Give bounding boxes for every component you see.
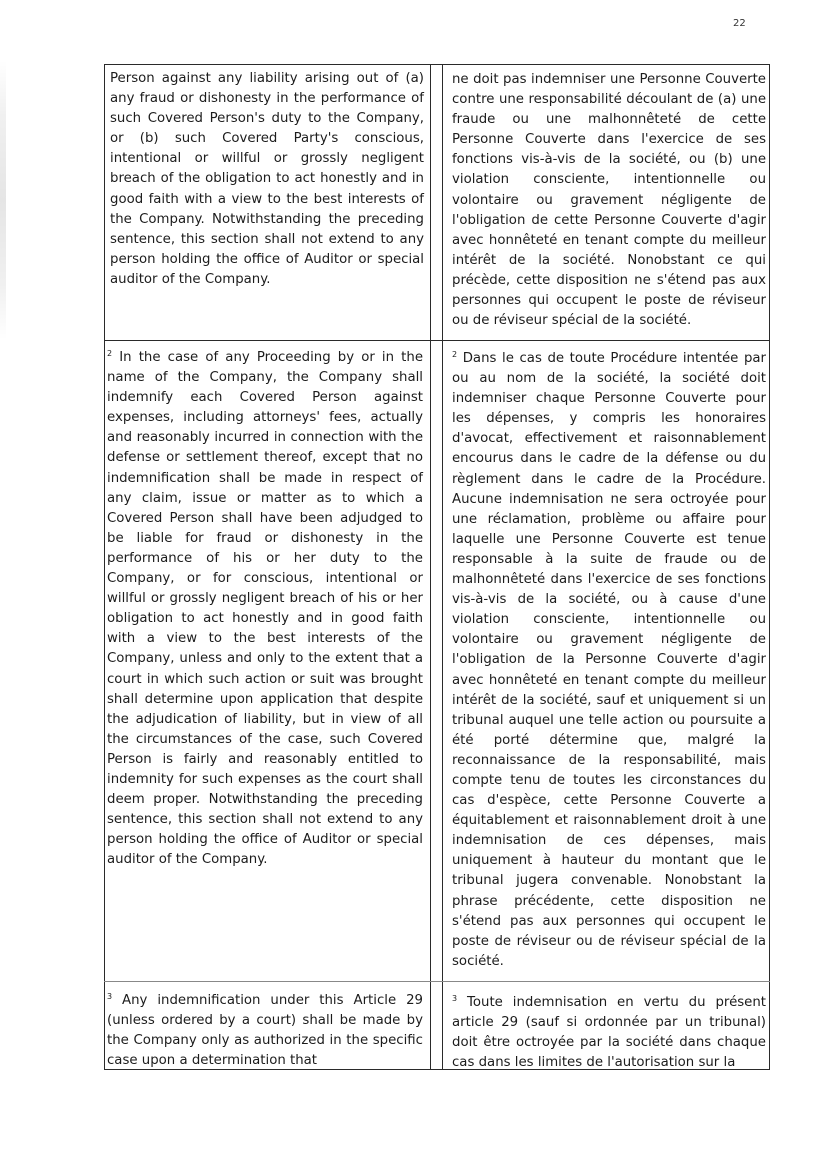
row-1-french-text: ne doit pas indemniser une Personne Couverte contre une responsabilité découlant de (a) une fraude ou une malhonnêteté de cette Personne Couverte dans l'exercice de ses fonctions vis-à-vis de la société, ou (b) une violation consciente, intentionnelle ou volontaire ou gravement négligente de l'obligation de cette Personne Couverte d'agir avec honnêteté en tenant compte du meilleur intérêt de la société. Nonobstant ce qui précède, cette disposition ne s'étend pas aux personnes qui occupent le poste de réviseur ou de réviseur spécial de la société. xyxy=(452,72,766,329)
row-1-english-text: Person against any liability arising out of (a) any fraud or dishonesty in the performance of such Covered Person's duty to the Company, or (b) such Covered Party's conscious, intentional or willful or grossly negligent breach of the obligation to act honestly and in good faith with a view to the best interests of the Company. Notwithstanding the preceding sentence, this section shall not extend to any person holding the office of Auditor or special auditor of the Company. xyxy=(110,71,424,287)
column-divider-left xyxy=(430,64,431,1070)
row-3-french-cell xyxy=(452,993,766,1073)
paragraph-number-2-en: 2 xyxy=(107,349,113,358)
table-border-top xyxy=(104,64,770,65)
column-divider-right xyxy=(442,64,443,1070)
paragraph-number-3-fr: 3 xyxy=(452,994,458,1003)
row-2-french-cell xyxy=(452,349,766,972)
scan-edge-shadow xyxy=(0,60,6,340)
row-3-english-text: Any indemnification under this Article 29 (unless ordered by a court) shall be made by the Company only as authorized in the specific case upon a determination that xyxy=(107,993,423,1069)
row-2-english-cell xyxy=(107,348,423,870)
row-2-english-text: In the case of any Proceeding by or in the name of the Company, the Company shall indemnify each Covered Person against expenses, including attorneys' fees, actually and reasonably incurred in connection with the defense or settlement thereof, except that no indemnification shall be made in respect of any claim, issue or matter as to which a Covered Person shall have been adjudged to be liable for fraud or dishonesty in the performance of his or her duty to the Company, or for conscious, intentional or willful or grossly negligent breach of his or her obligation to act honestly and in good faith with a view to the best interests of the Company, unless and only to the extent that a court in which such action or suit was brought shall determine upon application that despite the adjudication of liability, but in view of all the circumstances of the case, such Covered Person is fairly and reasonably entitled to indemnity for such expenses as the court shall deem proper. Notwithstanding the preceding sentence, this section shall not extend to any person holding the office of Auditor or special auditor of the Company. xyxy=(107,350,423,868)
bilingual-table xyxy=(94,64,774,1074)
paragraph-number-3-en: 3 xyxy=(107,992,113,1001)
row-3-french-text: Toute indemnisation en vertu du présent article 29 (sauf si ordonnée par un tribunal) doit être octroyée par la société dans chaque cas dans les limites de l'autorisation sur la xyxy=(452,995,767,1071)
table-border-left xyxy=(104,64,105,1070)
row-2-french-text: Dans le cas de toute Procédure intentée par ou au nom de la société, la société doit indemniser chaque Personne Couverte pour les dépenses, y compris les honoraires d'avocat, effectivement et raisonnablement encourus dans le cadre de la défense ou du règlement dans le cadre de la Procédure. Aucune indemnisation ne sera octroyée pour une réclamation, problème ou affaire pour laquelle une Personne Couverte est tenue responsable à la suite de fraude ou de malhonnêteté dans l'exercice de ses fonctions vis-à-vis de la société, ou à cause d'une violation consciente, intentionnelle ou volontaire ou gravement négligente de l'obligation de la Personne Couverte d'agir avec honnêteté en tenant compte du meilleur intérêt de la société, sauf et uniquement si un tribunal auquel une telle action ou poursuite a été porté détermine que, malgré la reconnaissance de la responsabilité, mais compte tenu de toutes les circonstances du cas d'espèce, cette Personne Couverte a équitablement et raisonnablement droit à une indemnisation de ces dépenses, mais uniquement à hauteur du montant que le tribunal jugera convenable. Nonobstant la phrase précédente, cette disposition ne s'étend pas aux personnes qui occupent le poste de réviseur ou de réviseur spécial de la société. xyxy=(452,351,766,969)
page-number: 22 xyxy=(733,18,746,29)
paragraph-number-2-fr: 2 xyxy=(452,350,458,359)
row-1-french-cell xyxy=(452,70,766,331)
row-1-english-cell xyxy=(110,69,424,290)
row-3-english-cell xyxy=(107,991,423,1071)
table-border-right xyxy=(769,64,770,1070)
row-divider-2 xyxy=(104,981,770,982)
row-divider-1 xyxy=(104,340,770,341)
